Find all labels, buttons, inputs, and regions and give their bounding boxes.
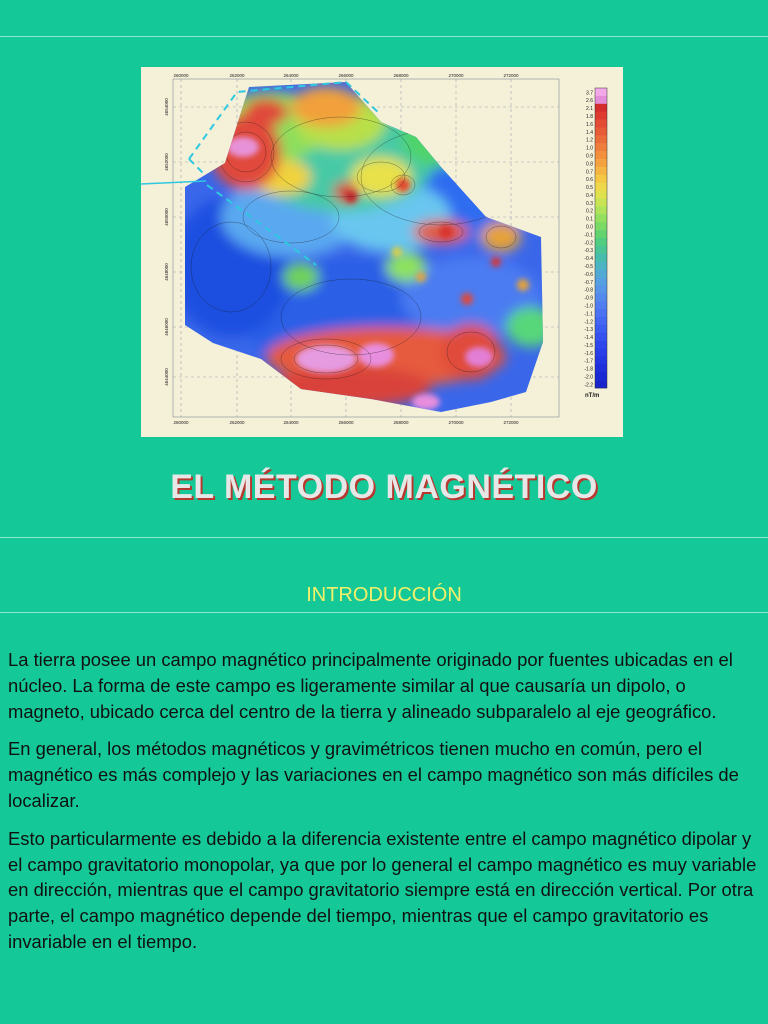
legend-swatch	[595, 88, 607, 96]
legend-value-label: -1.8	[584, 366, 593, 373]
map-tick-label: 260000	[173, 420, 189, 425]
legend-swatch	[595, 309, 607, 317]
legend-value-label: 1.8	[586, 114, 593, 120]
legend-value-label: -0.8	[584, 287, 593, 294]
map-ticks-bottom	[173, 420, 519, 425]
legend-value-label: -2.2	[584, 382, 593, 389]
legend-value-label: -1.2	[584, 319, 593, 326]
map-tick-label: 270000	[448, 420, 464, 425]
legend-value-label: -1.1	[584, 311, 593, 318]
map-tick-label: 266000	[338, 420, 354, 425]
color-scale-legend	[584, 88, 607, 399]
legend-value-label: 0.8	[586, 161, 593, 168]
legend-swatch	[595, 191, 607, 199]
legend-value-label: 0.3	[586, 200, 593, 207]
map-tick-label: 4644000	[164, 368, 169, 386]
map-tick-label: 4650000	[164, 208, 169, 226]
top-rule	[0, 36, 768, 37]
title-rule	[0, 537, 768, 538]
legend-swatch	[595, 238, 607, 246]
legend-value-label: -1.3	[584, 327, 593, 334]
legend-swatch	[595, 372, 607, 380]
anomaly-field	[171, 77, 561, 422]
map-tick-label: 262000	[229, 420, 245, 425]
legend-value-label: -2.0	[584, 374, 593, 381]
legend-swatch	[595, 214, 607, 222]
legend-swatch	[595, 380, 607, 388]
map-tick-label: 4654000	[164, 98, 169, 116]
legend-swatch	[595, 175, 607, 183]
legend-swatch	[595, 293, 607, 301]
legend-swatch	[595, 167, 607, 175]
legend-swatch	[595, 112, 607, 120]
legend-value-label: 0.9	[586, 153, 593, 160]
legend-swatch	[595, 151, 607, 159]
map-tick-label: 268000	[393, 420, 409, 425]
legend-value-label: -1.7	[584, 358, 593, 365]
legend-value-label: -0.1	[584, 232, 593, 239]
legend-swatch	[595, 325, 607, 333]
paragraph: En general, los métodos magnéticos y gravimétricos tienen mucho en común, pero el magnético es más complejo y las variaciones en el campo magnético son más difíciles de localizar.	[8, 738, 739, 811]
legend-value-label: 2.6	[586, 98, 593, 105]
map-tick-label: 272000	[503, 73, 519, 78]
legend-swatch	[595, 285, 607, 293]
legend-swatch	[595, 277, 607, 285]
legend-swatch	[595, 246, 607, 254]
legend-swatch	[595, 341, 607, 349]
legend-value-label: -0.5	[584, 264, 593, 270]
legend-value-label: 2.1	[586, 106, 593, 113]
map-tick-label: 266000	[338, 73, 354, 78]
map-ticks-left	[164, 98, 169, 386]
legend-swatch	[595, 206, 607, 214]
legend-value-label: 1.4	[586, 129, 593, 136]
legend-swatch	[595, 230, 607, 238]
legend-swatch	[595, 262, 607, 270]
legend-swatch	[595, 301, 607, 309]
paragraph: Esto particularmente es debido a la diferencia existente entre el campo magnético dipolar y el campo gravitatorio monopolar, ya que por lo general el campo magnético es muy variable en dirección, mientras que el campo gravitatorio siempre está en dirección vertical. Por otra parte, el campo magnético depende del tiempo, mientras que el campo gravitatorio es invariable en el tiempo.	[8, 827, 757, 952]
legend-swatch	[595, 127, 607, 135]
legend-swatch	[595, 120, 607, 128]
legend-swatch	[595, 317, 607, 325]
legend-value-label: 3.7	[586, 90, 593, 97]
legend-value-label: 0.7	[586, 169, 593, 176]
magnetic-anomaly-map	[141, 67, 623, 437]
legend-value-label: -0.9	[584, 295, 593, 302]
map-tick-label: 4652000	[164, 153, 169, 171]
map-tick-label: 264000	[283, 420, 299, 425]
legend-value-label: -1.0	[584, 303, 593, 310]
map-tick-label: 4648000	[164, 263, 169, 281]
legend-value-label: 0.6	[586, 177, 593, 184]
page-title: EL MÉTODO MAGNÉTICO	[170, 468, 598, 506]
legend-swatch	[595, 135, 607, 143]
legend-swatch	[595, 159, 607, 167]
legend-value-label: 1.0	[586, 145, 593, 152]
legend-swatch	[595, 96, 607, 104]
legend-swatch	[595, 364, 607, 372]
legend-value-label: -0.3	[584, 248, 593, 255]
legend-swatch	[595, 349, 607, 357]
legend-swatch	[595, 222, 607, 230]
legend-swatch	[595, 356, 607, 364]
section-heading: INTRODUCCIÓN	[306, 584, 462, 606]
map-tick-label: 272000	[503, 420, 519, 425]
legend-swatch	[595, 183, 607, 191]
map-tick-label: 4646000	[164, 318, 169, 336]
legend-swatch	[595, 270, 607, 278]
map-tick-label: 270000	[448, 73, 464, 78]
legend-value-label: 0.0	[586, 224, 593, 231]
legend-value-label: 1.2	[586, 137, 593, 144]
map-ticks-top	[173, 73, 519, 78]
map-tick-label: 262000	[229, 73, 245, 78]
map-tick-label: 264000	[283, 73, 299, 78]
legend-swatch	[595, 199, 607, 207]
section-rule	[0, 612, 768, 613]
legend-swatch	[595, 254, 607, 262]
legend-value-label: 0.4	[586, 192, 593, 199]
legend-value-label: 0.2	[586, 208, 593, 215]
legend-unit-label: nT/m	[585, 393, 600, 399]
legend-value-label: -0.2	[584, 240, 593, 247]
paragraph: La tierra posee un campo magnético principalmente originado por fuentes ubicadas en el núcleo. La forma de este campo es ligeramente similar al que causaría un dipolo, o magneto, ubicado cerca del centro de la tierra y alineado subparalelo al eje geográfico.	[8, 649, 733, 722]
legend-value-label: 0.1	[586, 216, 593, 223]
legend-swatch	[595, 333, 607, 341]
legend-value-label: -0.6	[584, 271, 593, 278]
map-tick-label: 268000	[393, 73, 409, 78]
article-body	[8, 647, 760, 967]
map-tick-label: 260000	[173, 73, 189, 78]
legend-value-label: 1.6	[586, 121, 593, 128]
legend-value-label: -1.6	[584, 350, 593, 357]
legend-swatch	[595, 143, 607, 151]
legend-value-label: -1.4	[584, 335, 593, 342]
legend-swatch	[595, 104, 607, 112]
legend-value-label: -0.7	[584, 279, 593, 286]
legend-value-label: 0.5	[586, 185, 593, 192]
legend-value-label: -0.4	[584, 256, 593, 263]
legend-value-label: -1.5	[584, 342, 593, 349]
